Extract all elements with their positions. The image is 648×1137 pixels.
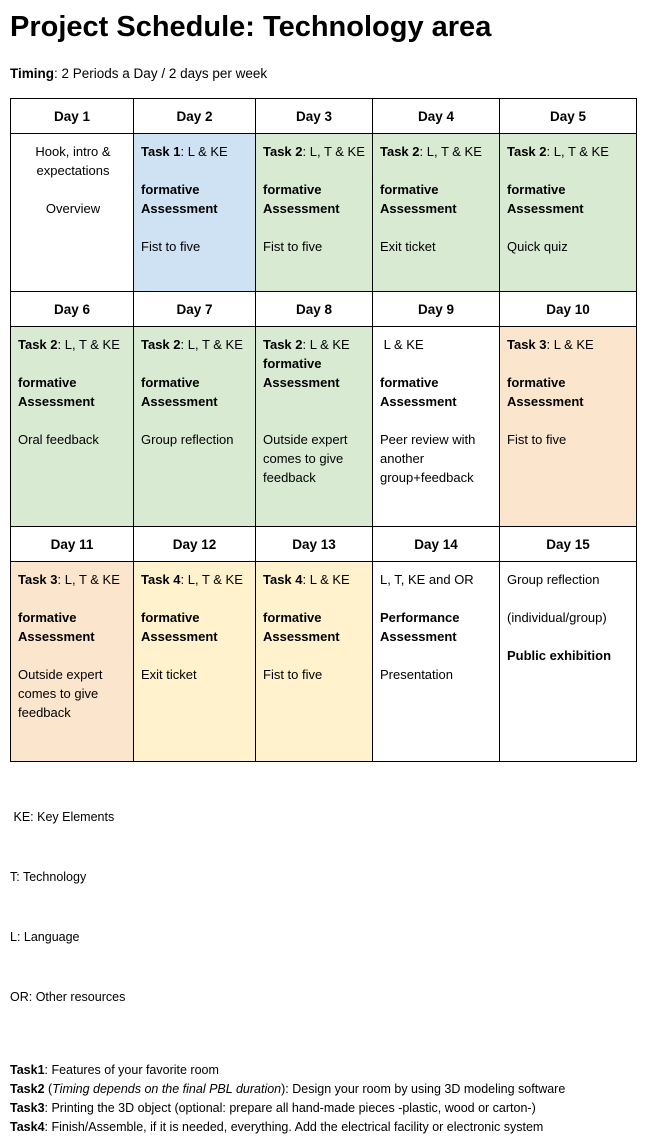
day-cell [500,562,636,761]
day-header: Day 13 [256,527,373,562]
cell-paragraph: Fist to five [263,667,323,682]
schedule-table [10,98,637,762]
cell-paragraph: Task 2: L, T & KE [141,337,243,352]
task-note: Task1: Features of your favorite room [10,1063,219,1077]
cell-paragraph [18,589,128,608]
cell-paragraph: Public exhibition [507,648,612,663]
cell-paragraph: formative Assessment [380,375,457,409]
timing-subtitle [10,65,637,83]
cell-paragraph [507,411,631,430]
cell-paragraph: formative Assessment [380,182,457,216]
task-notes [10,1061,637,1137]
cell-paragraph: Fist to five [141,239,201,254]
day-header: Day 7 [134,292,256,327]
cell-paragraph: Group reflection [507,572,600,587]
cell-paragraph: Task 2: L, T & KE [380,144,482,159]
cell-paragraph: Exit ticket [141,667,197,682]
cell-paragraph [18,411,128,430]
day-cell [500,327,636,527]
cell-paragraph [141,354,250,373]
cell-paragraph: Presentation [380,667,453,682]
cell-paragraph [141,411,250,430]
cell-paragraph: formative Assessment [507,375,584,409]
day-cell [134,562,256,761]
cell-paragraph [263,646,367,665]
cell-paragraph: Task 2: L, T & KE [263,144,365,159]
day-header: Day 6 [11,292,134,327]
cell-paragraph: formative Assessment [141,182,218,216]
day-header-row [11,99,636,134]
cell-paragraph [263,161,367,180]
cell-paragraph [380,411,494,430]
cell-paragraph [380,589,494,608]
timing-label: Timing [10,66,55,81]
cell-paragraph [141,218,250,237]
task-note: Task2 (Timing depends on the final PBL duration): Design your room by using 3D modeling software [10,1082,566,1096]
day-header: Day 12 [134,527,256,562]
cell-paragraph: Task 3: L, T & KE [18,572,120,587]
day-header: Day 9 [373,292,500,327]
cell-paragraph: Hook, intro & expectations [35,144,115,178]
cell-paragraph: Quick quiz [507,239,568,254]
cell-paragraph: Task 2: L, T & KE [18,337,120,352]
page-title: Project Schedule: Technology area [10,11,492,43]
day-cell [256,134,373,292]
day-content-row [11,327,636,527]
cell-paragraph: Task 2: L & KE [263,337,350,352]
cell-paragraph: Outside expert comes to give feedback [263,432,352,485]
cell-paragraph: Task 2: L, T & KE [507,144,609,159]
day-cell [256,562,373,761]
day-header-row [11,527,636,562]
cell-paragraph: formative Assessment [263,610,340,644]
cell-paragraph: formative Assessment [263,356,340,390]
cell-paragraph [507,589,631,608]
cell-paragraph [141,589,250,608]
cell-paragraph: Oral feedback [18,432,99,447]
cell-paragraph: Performance Assessment [380,610,463,644]
day-cell [373,562,500,761]
cell-paragraph: formative Assessment [18,375,95,409]
legend-line-t: T: Technology [10,870,87,884]
day-header: Day 10 [500,292,636,327]
cell-paragraph: Outside expert comes to give feedback [18,667,107,720]
day-header-row [11,292,636,327]
legend-line-ke: KE: Key Elements [10,810,115,824]
cell-paragraph: Fist to five [263,239,323,254]
cell-paragraph [380,218,494,237]
day-cell [500,134,636,292]
day-header: Day 1 [11,99,134,134]
day-header: Day 4 [373,99,500,134]
cell-paragraph: (individual/group) [507,610,607,625]
cell-paragraph [263,589,367,608]
day-cell [373,327,500,527]
cell-paragraph: formative Assessment [141,375,218,409]
cell-paragraph: L & KE [380,337,424,352]
day-header: Day 14 [373,527,500,562]
cell-paragraph: formative Assessment [507,182,584,216]
task-note: Task4: Finish/Assemble, if it is needed, everything. Add the electrical facility or electronic system [10,1120,544,1134]
day-cell [11,327,134,527]
day-cell [134,134,256,292]
legend [10,767,637,1047]
cell-paragraph [263,218,367,237]
day-header: Day 5 [500,99,636,134]
day-cell [134,327,256,527]
cell-paragraph: formative Assessment [141,610,218,644]
day-header: Day 2 [134,99,256,134]
cell-paragraph [380,161,494,180]
cell-paragraph: Task 3: L & KE [507,337,594,352]
cell-paragraph [141,646,250,665]
timing-text: : 2 Periods a Day / 2 days per week [54,66,268,81]
day-cell [373,134,500,292]
cell-paragraph [507,161,631,180]
cell-paragraph: formative Assessment [18,610,95,644]
cell-paragraph [507,218,631,237]
cell-paragraph: Peer review with another group+feedback [380,432,479,485]
cell-paragraph [141,161,250,180]
cell-paragraph [380,646,494,665]
cell-paragraph: Group reflection [141,432,234,447]
legend-line-l: L: Language [10,930,80,944]
day-cell [11,134,134,292]
cell-paragraph: Task 4: L, T & KE [141,572,243,587]
cell-paragraph: Task 1: L & KE [141,144,228,159]
cell-paragraph: L, T, KE and OR [380,572,474,587]
day-header: Day 15 [500,527,636,562]
cell-paragraph: Overview [45,201,101,216]
cell-paragraph [18,646,128,665]
cell-paragraph: Fist to five [507,432,567,447]
cell-paragraph: Task 4: L & KE [263,572,350,587]
legend-line-or: OR: Other resources [10,990,126,1004]
day-header: Day 11 [11,527,134,562]
cell-paragraph [507,354,631,373]
day-header: Day 3 [256,99,373,134]
cell-paragraph [507,627,631,646]
day-content-row [11,562,636,761]
cell-paragraph [18,354,128,373]
cell-paragraph: Exit ticket [380,239,436,254]
cell-paragraph: formative Assessment [263,182,340,216]
day-content-row [11,134,636,292]
day-cell [11,562,134,761]
cell-paragraph [18,180,128,199]
cell-paragraph [263,392,367,411]
cell-paragraph [263,411,367,430]
task-note: Task3: Printing the 3D object (optional: prepare all hand-made pieces -plastic, wood or carton-) [10,1101,536,1115]
cell-paragraph [380,354,494,373]
day-header: Day 8 [256,292,373,327]
day-cell [256,327,373,527]
